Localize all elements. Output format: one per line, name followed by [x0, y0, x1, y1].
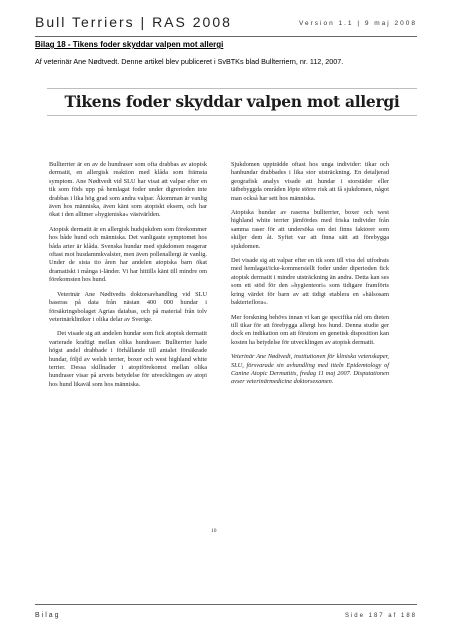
scanned-article: [47, 84, 417, 554]
article-lead: Bullterrier är en av de hundraser som ofta drabbas av atopisk dermatit, en allergisk reaktion med klåda som främsta symptom. Ane Nødtvedt vid SLU har visat att valpar efter en tik som föds upp på hemlagat foder under digrerioden inte drabbas i lika hög grad som andra valpar. Åkomman är vanlig även hos människa, även känt som atopiskt eksem, och har ökat i den alltmer »hygieniska« västvärlden.: [49, 161, 207, 219]
article-paragraph: Sjukdomen uppträdde oftast hos unga individer: tikar och hanhundar drabbades i lika stor utsträckning. En detaljerad geografisk analys visade att hundar i storstäder eller tätbebyggda områden löpte större risk att få sjukdomen, något man också har sett hos människa.: [231, 161, 389, 202]
article-paragraph: Atopiska hundar av raserna bullterrier, boxer och west highland white terrier jämfördes med friska individer från samma raser för att undersöka om det finns faktorer som skiljer dem åt. Syftet var att finna sätt att förebygga sjukdomen.: [231, 209, 389, 250]
appendix-heading: Bilag 18 - Tikens foder skyddar valpen mot allergi: [35, 40, 224, 49]
scan-page-number: 10: [211, 528, 217, 534]
article-paragraph: Veterinär Ane Nødtvedts doktorsavhandling vid SLU baseras på data från nästan 400 000 hundar i försäkringsbolaget Agrias databas, och på material från tolv veterinärkliniker i olika delar av Sverige.: [49, 290, 207, 323]
article-right-column: [231, 161, 389, 393]
article-paragraph: Det visade sig att andelen hundar som fick atopisk dermatit varierade kraftigt mellan olika hundraser. Bullterrier hade högst andel drabbade i förhållande till antalet försäkrade hundar, följd av welsh terrier, boxer och west highland white terrier. Dessa skillnader i atopiförekomst mellan olika hundraser visar på arvets betydelse för utvecklingen av atopi hos hund likaväl som hos människa.: [49, 330, 207, 388]
article-left-column: [49, 161, 207, 395]
footer-page-counter: Side 187 af 188: [344, 613, 417, 619]
article-headline: Tikens foder skyddar valpen mot allergi: [64, 92, 400, 111]
article-paragraph: Det visade sig att valpar efter en tik som till viss del utfodrats med hemlagat/icke-kommersiellt foder under diperioden fick atopisk dermatit i mindre utsträckning än andra. Detta kan ses som ett stöd för den »hygienteori« som tidigare framförts kring värdet för barn av att tidigt etablera en »hälsosam bakterieflora«.: [231, 257, 389, 307]
headline-rule-bottom: [47, 115, 417, 116]
version-label: Version 1.1 | 9 maj 2008: [299, 20, 417, 27]
article-paragraph: Mer forskning behövs innan vi kan ge specifika råd om dieten till tikar för att förebygga allergi hos hund. Denna studie ger dock en indikation om att förutom en genetisk disposition kan kosten ha betydelse för utvecklingen av atopisk dermatit.: [231, 313, 389, 346]
headline-rule-top: [47, 88, 417, 89]
footer-section-label: Bilag: [35, 612, 61, 619]
page-footer: [35, 604, 417, 629]
article-byline: Veterinär Ane Nødtvedt, institutionen för kliniska vetenskaper, SLU, försvarade sin avhandling med titeln Epidemiology of Canine Atopic Dermatitis, fredag 11 maj 2007. Disputationen avser veterinärmedicine doktorsexamen.: [231, 353, 389, 386]
page-header: [35, 14, 417, 37]
appendix-intro: Af veterinär Ane Nødtvedt. Denne artikel blev publiceret i SvBTKs blad Bullterriern, nr. 112, 2007.: [35, 57, 344, 66]
article-paragraph: Atopisk dermatit är en allergisk hudsjukdom som förekommer hos både hund och människa. Det vanligaste symptomet hos båda arter är klåda. Svenska hundar med sjukdomen reagerar oftast mot husdammkvalster, men även pollenallergi är vanlig. Under de sista tio åren har andelen atopiska barn ökat dramatiskt i många i-länder. Vi har hittills känt till mindre om förekomsten hos hund.: [49, 225, 207, 284]
document-title: Bull Terriers | RAS 2008: [35, 14, 232, 30]
